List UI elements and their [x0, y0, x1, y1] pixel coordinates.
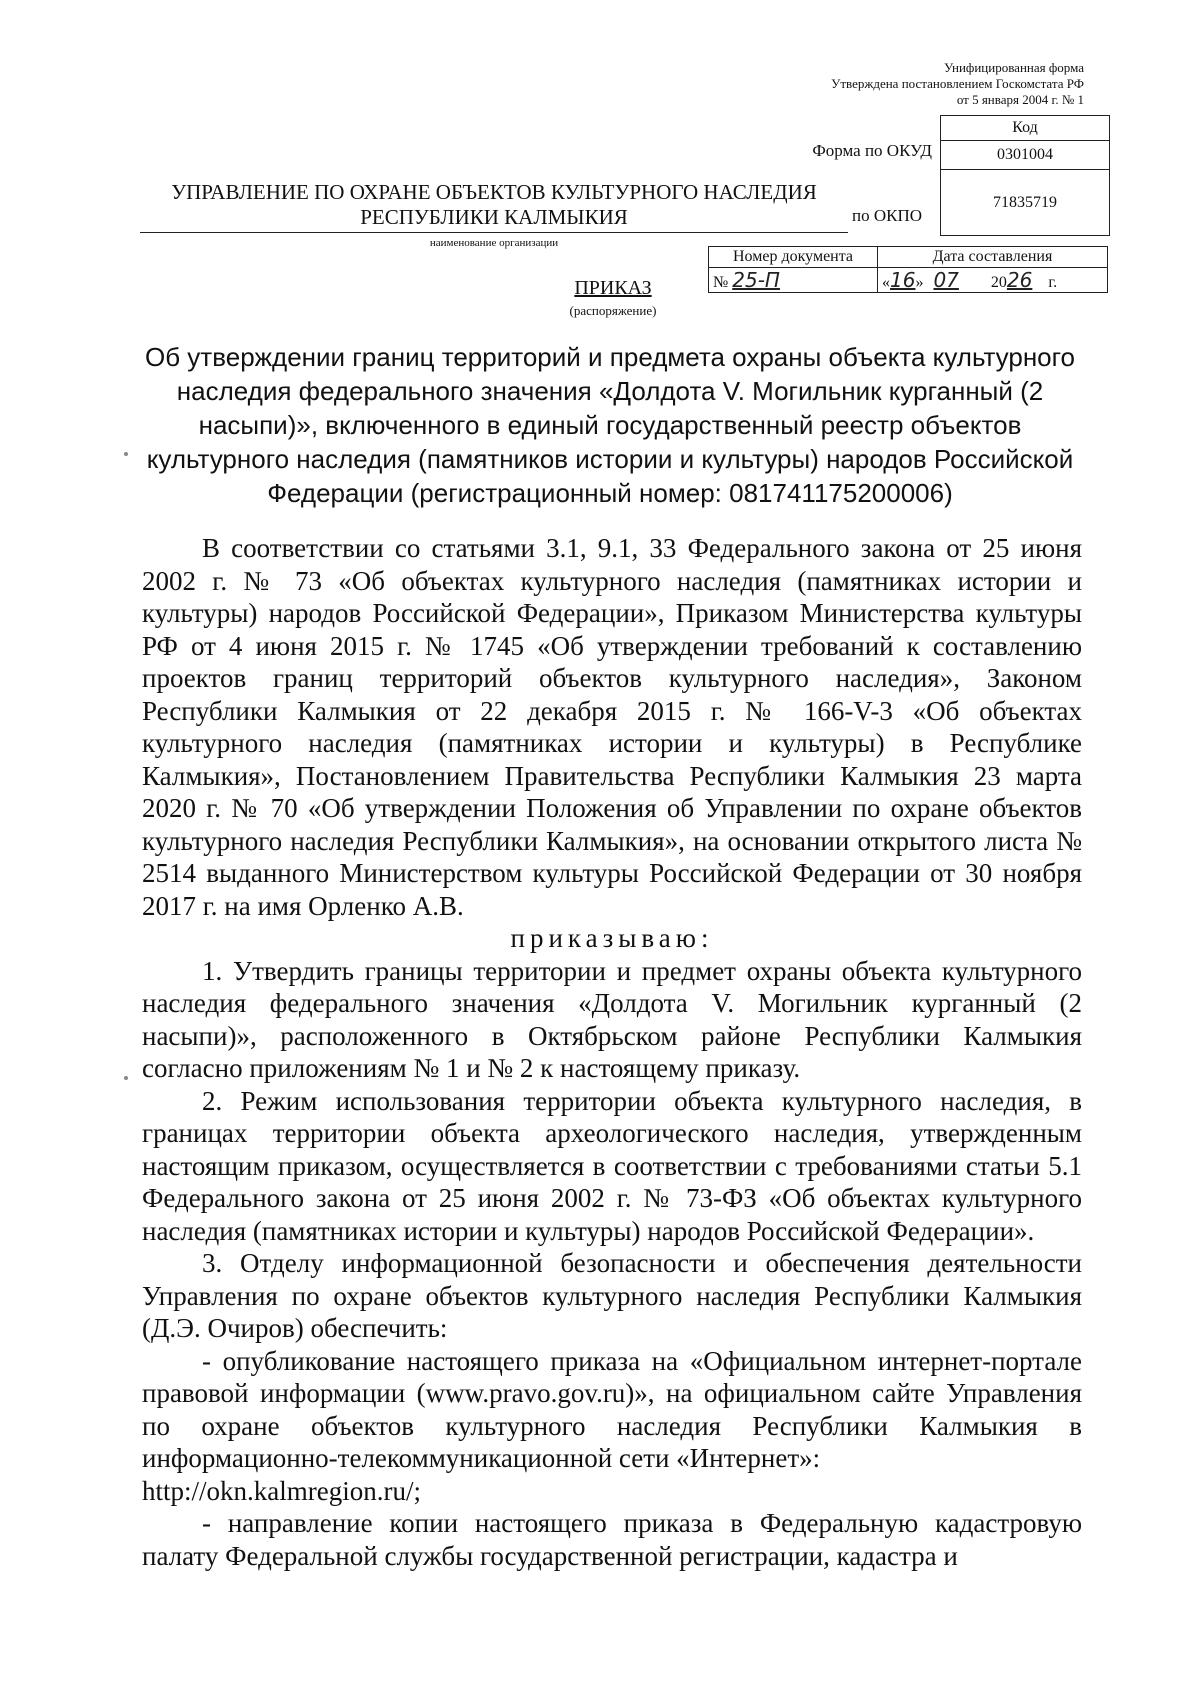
- organization-caption: наименование организации: [429, 237, 559, 249]
- date-year-g: г.: [1048, 274, 1058, 291]
- document-number-cell: [709, 268, 878, 293]
- document-number: 25-П: [732, 268, 780, 292]
- scan-speck: [124, 452, 128, 456]
- title-line2: наследия федерального значения «Долдота V. Могильник курганный (2: [176, 376, 1044, 406]
- okpo-value: 71835719: [941, 170, 1110, 236]
- code-label: Код: [941, 116, 1110, 141]
- okud-value: 0301004: [941, 141, 1110, 170]
- document-table: [708, 246, 1108, 293]
- date-day: 16: [890, 268, 916, 292]
- item-3a-url: http://okn.kalmregion.ru/;: [142, 1475, 421, 1506]
- organization-name-line2: РЕСПУБЛИКИ КАЛМЫКИЯ: [360, 205, 628, 229]
- order-word: приказываю:: [510, 923, 714, 953]
- preamble-paragraph: В соответствии со статьями 3.1, 9.1, 33 Федерального закона от 25 июня 2002 г. № 73 «Об объектах культурного наследия (памятниках истории и культуры) народов Российской Федерации», Приказом Министерства культуры РФ от 4 июня 2015 г. № 1745 «Об утверждении требований к составлению проектов границ территорий объектов культурного наследия», Законом Республики Калмыкия от 22 декабря 2015 г. № 166-V-3 «Об объектах культурного наследия (памятниках истории и культуры) в Республике Калмыкия», Постановлением Правительства Республики Калмыкия 23 марта 2020 г. № 70 «Об утверждении Положения об Управлении по охране объектов культурного наследия Республики Калмыкия», на основании открытого листа № 2514 выданного Министерством культуры Российской Федерации от 30 ноября 2017 г. на имя Орленко А.В.: [142, 533, 1082, 921]
- document-date-cell: [878, 268, 1108, 293]
- item-3b-paragraph: - направление копии настоящего приказа в Федеральную кадастровую палату Федеральной службы государственной регистрации, кадастра и: [142, 1508, 1082, 1571]
- title-line5: Федерации (регистрационный номер: 081741175200006): [267, 478, 953, 508]
- date-open-quote: «: [882, 274, 890, 291]
- item-3-paragraph: 3. Отделу информационной безопасности и обеспечения деятельности Управления по охране объектов культурного наследия Республики Калмыкия (Д.Э. Очиров) обеспечить:: [142, 1248, 1082, 1343]
- title-line4: культурного наследия (памятников истории и культуры) народов Российской: [146, 444, 1074, 474]
- date-year-suffix: 26: [1006, 268, 1033, 292]
- scan-speck: [124, 1076, 128, 1080]
- document-title: [140, 340, 1080, 510]
- date-header: Дата составления: [878, 247, 1108, 268]
- okpo-label: по ОКПО: [852, 206, 923, 225]
- form-header-line3: от 5 января 2004 г. № 1: [956, 92, 1084, 107]
- document-body: [142, 532, 1082, 1572]
- okud-label: Форма по ОКУД: [812, 141, 932, 160]
- codes-table: [940, 115, 1110, 236]
- date-year-prefix: 20: [990, 274, 1007, 291]
- number-prefix: №: [713, 274, 729, 291]
- form-header-line1: Унифицированная форма: [943, 60, 1084, 75]
- date-close-quote: »: [915, 274, 924, 291]
- document-type-caption: (распоряжение): [569, 303, 657, 318]
- form-header-line2: Утверждена постановлением Госкомстата РФ: [831, 76, 1084, 91]
- organization-name: [140, 180, 848, 233]
- item-3a-paragraph: - опубликование настоящего приказа на «Официальном интернет-портале правовой информации (www.pravo.gov.ru)», на официальном сайте Управления по охране объектов культурного наследия Республики Калмыкия в информационно-телекоммуникационной сети «Интернет»:: [142, 1345, 1082, 1473]
- number-header: Номер документа: [709, 247, 878, 268]
- date-month: 07: [933, 268, 959, 292]
- form-header: [584, 60, 1084, 108]
- item-1-paragraph: 1. Утвердить границы территории и предмет охраны объекта культурного наследия федерального значения «Долдота V. Могильник курганный (2 насыпи)», расположенного в Октябрьском районе Республики Калмыкия согласно приложениям № 1 и № 2 к настоящему приказу.: [142, 955, 1082, 1083]
- organization-name-line1: УПРАВЛЕНИЕ ПО ОХРАНЕ ОБЪЕКТОВ КУЛЬТУРНОГО НАСЛЕДИЯ: [171, 180, 817, 204]
- document-type: ПРИКАЗ: [574, 277, 652, 299]
- title-line1: Об утверждении границ территорий и предмета охраны объекта культурного: [144, 342, 1076, 372]
- title-line3: насыпи)», включенного в единый государственный реестр объектов: [198, 410, 1022, 440]
- item-2-paragraph: 2. Режим использования территории объекта культурного наследия, в границах территории объекта археологического наследия, утвержденным настоящим приказом, осуществляется в соответствии с требованиями статьи 5.1 Федерального закона от 25 июня 2002 г. № 73-ФЗ «Об объектах культурного наследия (памятниках истории и культуры) народов Российской Федерации».: [142, 1085, 1082, 1246]
